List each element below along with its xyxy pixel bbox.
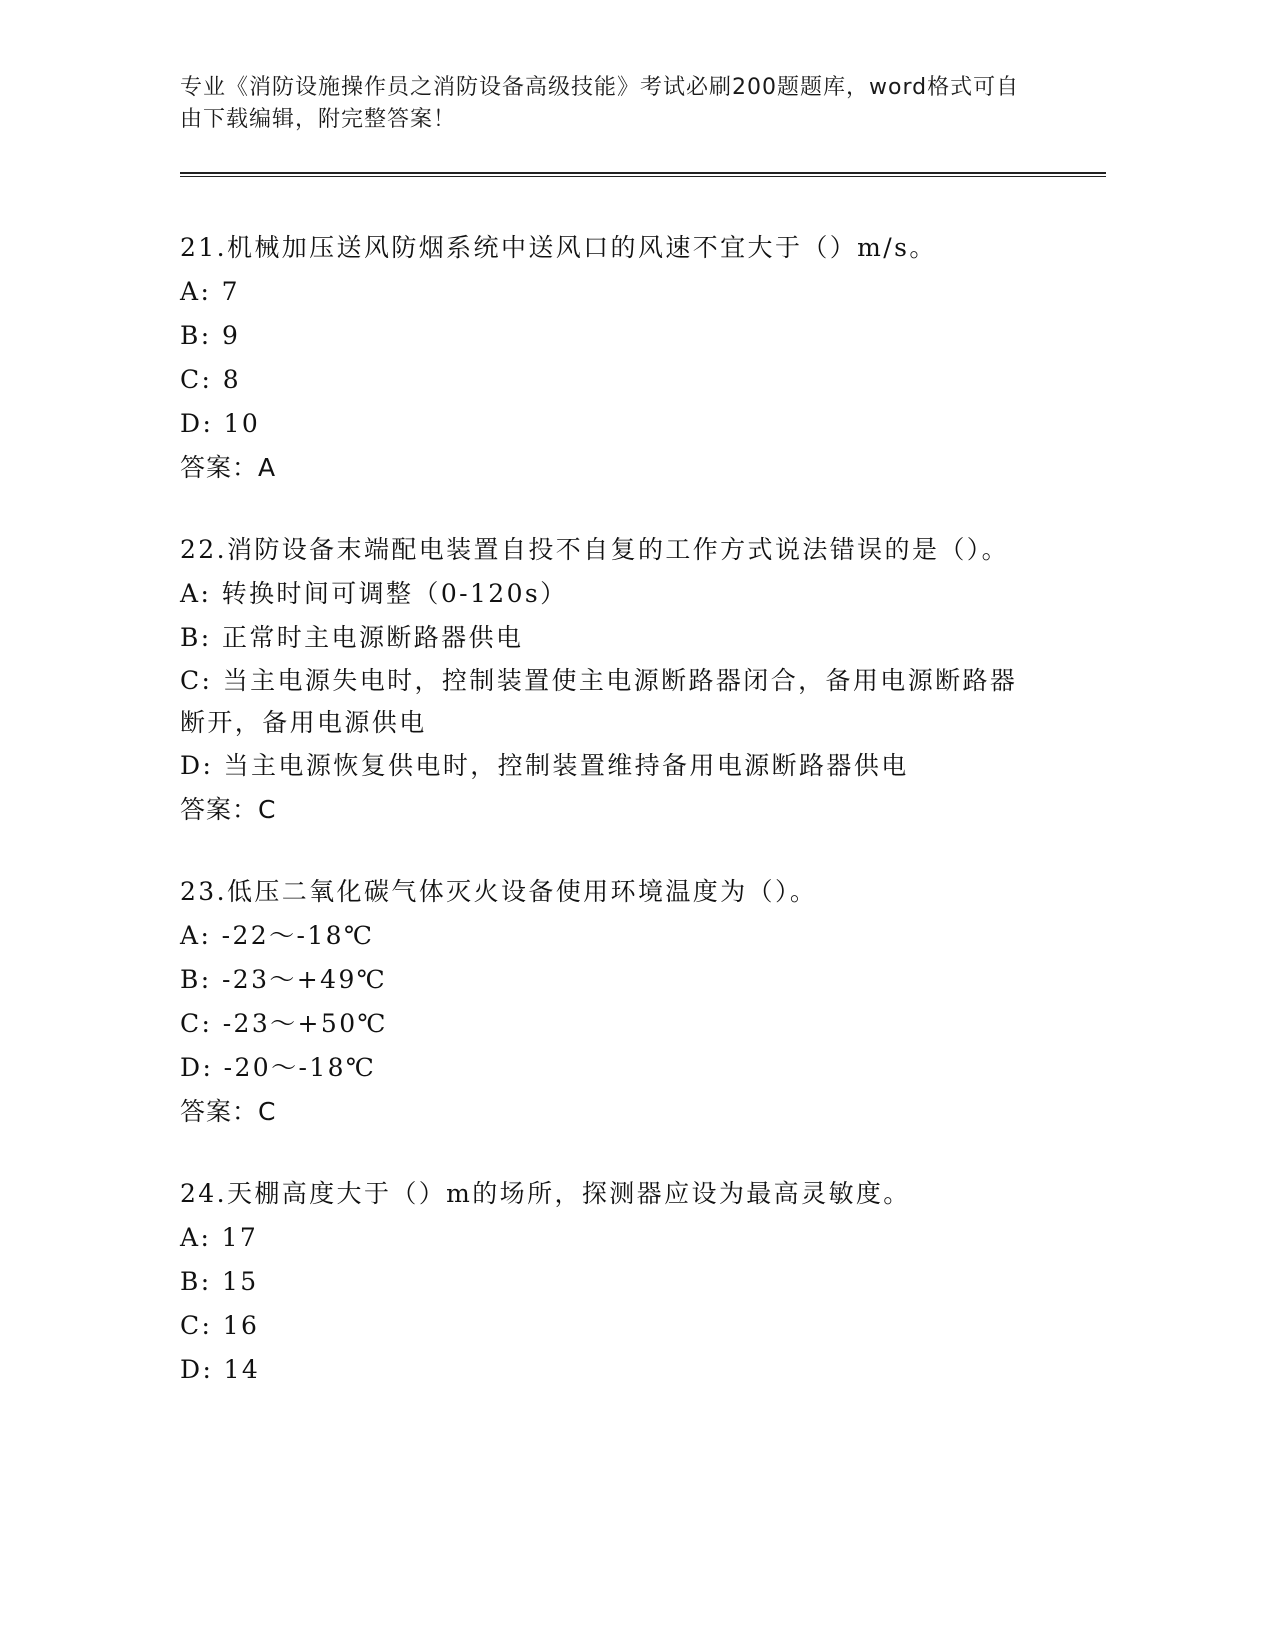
question-21 <box>180 226 1080 490</box>
option-d: D: 14 <box>180 1355 261 1384</box>
option-b: B: -23～+49℃ <box>180 965 388 994</box>
answer: 答案：C <box>180 1097 277 1126</box>
option-c: C: 16 <box>180 1311 260 1340</box>
question-title: 21.机械加压送风防烟系统中送风口的风速不宜大于（）m/s。 <box>180 233 937 262</box>
option-a: A: 17 <box>180 1223 259 1252</box>
answer: 答案：C <box>180 795 277 824</box>
question-title: 24.天棚高度大于（）m的场所，探测器应设为最高灵敏度。 <box>180 1179 911 1208</box>
option-c: C: -23～+50℃ <box>180 1009 388 1038</box>
question-list <box>180 226 1080 1430</box>
option-d: D: 当主电源恢复供电时，控制装置维持备用电源断路器供电 <box>180 751 909 780</box>
option-d: D: -20～-18℃ <box>180 1053 377 1082</box>
option-b: B: 15 <box>180 1267 259 1296</box>
question-title: 23.低压二氧化碳气体灭火设备使用环境温度为（）。 <box>180 877 818 906</box>
question-24 <box>180 1172 1080 1392</box>
question-22 <box>180 528 1080 832</box>
document-header: 专业《消防设施操作员之消防设备高级技能》考试必刷200题题库，word格式可自由下载编辑，附完整答案！ <box>180 75 1020 132</box>
option-c: C: 当主电源失电时，控制装置使主电源断路器闭合，备用电源断路器断开，备用电源供电 <box>180 666 1018 737</box>
option-d: D: 10 <box>180 409 261 438</box>
answer: 答案：A <box>180 453 277 482</box>
option-a: A: 转换时间可调整（0-120s） <box>180 579 568 608</box>
option-b: B: 9 <box>180 321 241 350</box>
option-b: B: 正常时主电源断路器供电 <box>180 623 524 652</box>
option-c: C: 8 <box>180 365 242 394</box>
question-23 <box>180 870 1080 1134</box>
option-a: A: 7 <box>180 277 240 306</box>
header-divider <box>180 172 1106 177</box>
option-a: A: -22～-18℃ <box>180 921 375 950</box>
question-title: 22.消防设备末端配电装置自投不自复的工作方式说法错误的是（）。 <box>180 535 1010 564</box>
